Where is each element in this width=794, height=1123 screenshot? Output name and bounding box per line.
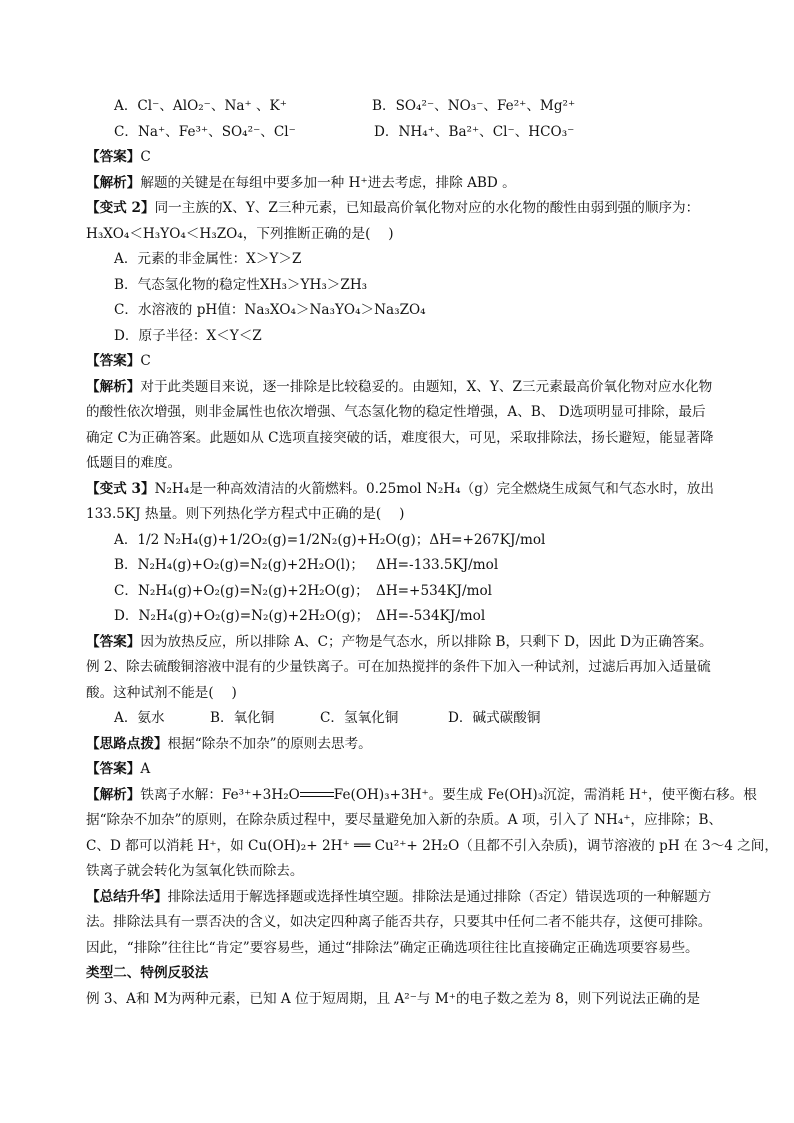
ex2-hint: 【思路点拨】根据“除杂不加杂”的原则去思考。 [86, 735, 372, 752]
ex3-question: 例 3、A和 M为两种元素，已知 A 位于短周期，且 A²⁻与 M⁺的电子数之差为 8，则下列说法正确的是 [86, 990, 701, 1007]
q1-options-row-2 [86, 120, 736, 146]
q1-options-row-1 [86, 94, 736, 120]
v2-question-line-2: H₃XO₄＜H₃YO₄＜H₃ZO₄，下列推断正确的是( ) [86, 225, 394, 242]
ex2-analysis-line-1: 【解析】铁离子水解：Fe³⁺+3H₂O Fe(OH)₃+3H⁺。要生成 Fe(OH)₃沉淀，需消耗 H⁺，使平衡右移。根 [86, 786, 757, 803]
ex2-analysis-line-2: 据“除杂不加杂”的原则，在除杂质过程中，要尽量避免加入新的杂质。A 项，引入了 NH₄⁺，应排除；B、 [86, 812, 723, 828]
v3-question-line-1: 【变式 3】N₂H₄是一种高效清洁的火箭燃料。0.25mol N₂H₄（g）完全燃烧生成氮气和气态水时，放出 [86, 480, 714, 497]
v3-option-a: A．1/2 N₂H₄(g)+1/2O₂(g)=1/2N₂(g)+H₂O(g)；ΔH=+267KJ/mol [114, 531, 546, 548]
ex2-analysis-line-4: 铁离子就会转化为氢氧化铁而除去。 [86, 863, 304, 879]
ex2-question-line-2: 酸。这种试剂不能是( ) [86, 684, 237, 701]
q1-option-b: B．SO₄²⁻、NO₃⁻、Fe²⁺、Mg²⁺ [372, 98, 576, 114]
v2-analysis-line-3: 确定 C为正确答案。此题如从 C选项直接突破的话，难度很大，可见，采取排除法，扬长避短，能显著降 [86, 429, 714, 446]
ex2-answer: 【答案】A [86, 761, 151, 777]
summary-line-2: 法。排除法具有一票否决的含义，如决定四种离子能否共存，只要其中任何二者不能共存，这便可排除。 [86, 914, 712, 930]
v3-option-c: C．N₂H₄(g)+O₂(g)=N₂(g)+2H₂O(g)； ΔH=+534KJ/mol [114, 582, 493, 599]
v2-option-c: C．水溶液的 pH值：Na₃XO₄＞Na₃YO₄＞Na₃ZO₄ [114, 302, 426, 318]
v2-analysis-line-4: 低题目的难度。 [86, 455, 182, 471]
q1-option-d: D．NH₄⁺、Ba²⁺、Cl⁻、HCO₃⁻ [374, 123, 575, 140]
ex2-option-d: D．碱式碳酸铜 [448, 710, 541, 726]
q1-option-c: C．Na⁺、Fe³⁺、SO₄²⁻、Cl⁻ [114, 123, 296, 140]
v2-option-d: D．原子半径：X＜Y＜Z [114, 327, 262, 344]
summary-line-3: 因此，“排除”往往比“肯定”要容易些，通过“排除法”确定正确选项往往比直接确定正确选项要容易些。 [86, 939, 699, 956]
v3-answer: 【答案】因为放热反应，所以排除 A、C；产物是气态水，所以排除 B，只剩下 D，因此 D为正确答案。 [86, 633, 713, 650]
ex2-option-c: C．氢氧化铜 [320, 710, 399, 726]
ex2-analysis-line-3: C、D 都可以消耗 H⁺，如 Cu(OH)₂+ 2H⁺ ══ Cu²⁺+ 2H₂O（且都不引入杂质)，调节溶液的 pH 在 3～4 之间， [86, 837, 778, 854]
v3-option-b: B．N₂H₄(g)+O₂(g)=N₂(g)+2H₂O(l)； ΔH=-133.5KJ/mol [114, 557, 499, 573]
ex2-option-b: B．氧化铜 [210, 710, 275, 726]
q1-option-a: A．Cl⁻、AlO₂⁻、Na⁺ 、K⁺ [114, 98, 287, 114]
ex2-options [86, 706, 736, 732]
ex2-question-line-1: 例 2、除去硫酸铜溶液中混有的少量铁离子。可在加热搅拌的条件下加入一种试剂，过滤后再加入适量硫 [86, 659, 711, 675]
equilibrium-arrow-icon [300, 790, 334, 800]
v3-option-d: D．N₂H₄(g)+O₂(g)=N₂(g)+2H₂O(g)； ΔH=-534KJ/mol [114, 608, 486, 624]
v2-answer: 【答案】C [86, 353, 151, 369]
v2-analysis-line-1: 【解析】对于此类题目来说，逐一排除是比较稳妥的。由题知，X、Y、Z三元素最高价氧化物对应水化物 [86, 378, 713, 395]
v2-option-a: A．元素的非金属性：X＞Y＞Z [114, 251, 302, 267]
summary-line-1: 【总结升华】排除法适用于解选择题或选择性填空题。排除法是通过排除（否定）错误选项的一种解题方 [86, 888, 712, 905]
ex2-option-a: A．氨水 [114, 710, 165, 726]
section-heading: 类型二、特例反驳法 [86, 965, 209, 981]
v2-analysis-line-2: 的酸性依次增强，则非金属性也依次增强、气态氢化物的稳定性增强，A、B、 D选项明显可排除，最后 [86, 404, 706, 420]
q1-analysis: 【解析】解题的关键是在每组中要多加一种 H⁺进去考虑，排除 ABD 。 [86, 174, 516, 191]
v3-question-line-2: 133.5KJ 热量。则下列热化学方程式中正确的是( ) [86, 506, 405, 522]
v2-option-b: B．气态氢化物的稳定性XH₃＞YH₃＞ZH₃ [114, 276, 368, 293]
document-page [86, 94, 778, 1012]
q1-answer: 【答案】C [86, 149, 151, 165]
v2-question-line-1: 【变式 2】同一主族的X、Y、Z三种元素，已知最高价氧化物对应的水化物的酸性由弱到强的顺序为： [86, 200, 700, 216]
